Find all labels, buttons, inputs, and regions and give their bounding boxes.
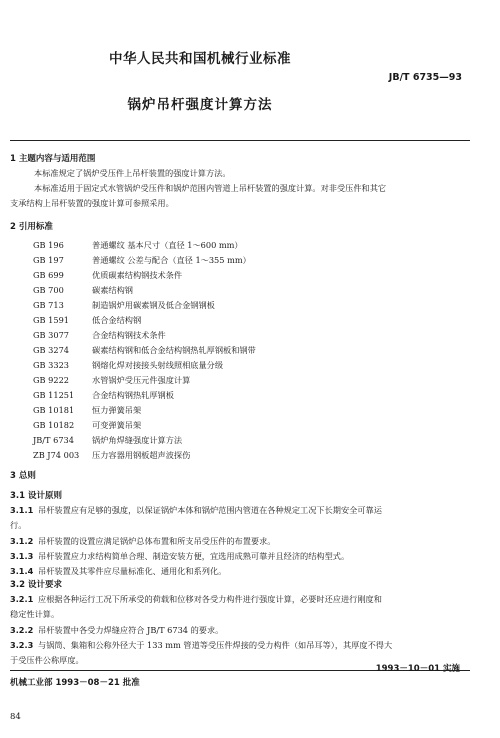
ref-title: 低合金结构钢 bbox=[92, 315, 142, 325]
standard-number: JB/T 6735—93 bbox=[388, 72, 462, 83]
ref-code: GB 196 bbox=[33, 240, 64, 250]
approval-note: 机械工业部 1993－08－21 批准 bbox=[10, 678, 140, 688]
ref-title: 优质碳素结构钢技术条件 bbox=[92, 270, 183, 280]
clause-number: 3.1.1 bbox=[10, 505, 34, 515]
clause-number: 3.1.4 bbox=[10, 566, 34, 576]
ref-title: 锅炉角焊缝强度计算方法 bbox=[92, 435, 183, 445]
clause-text: 吊杆装置应有足够的强度，以保证锅炉本体和锅炉范围内管道在各种规定工况下长期安全可靠运 bbox=[38, 505, 382, 515]
section-3-heading: 3 总则 bbox=[10, 471, 36, 481]
clause-text: 与锅筒、集箱和公称外径大于 133 mm 管道等受压件焊接的受力构件（如吊耳等），其厚度不得大 bbox=[38, 640, 393, 650]
clause-text: 吊杆装置应力求结构简单合理、制造安装方便，宜选用成熟可靠并且经济的结构型式。 bbox=[38, 551, 350, 561]
section-1-para-2-line-2: 支承结构上吊杆装置的强度计算可参照采用。 bbox=[10, 198, 174, 208]
clause-3-2-1 bbox=[10, 592, 382, 607]
ref-code: ZB J74 003 bbox=[33, 450, 80, 460]
ref-title: 水管锅炉受压元件强度计算 bbox=[92, 375, 191, 385]
ref-code: GB 9222 bbox=[33, 375, 69, 385]
ref-code: GB 699 bbox=[33, 270, 64, 280]
ref-title: 钢熔化焊对接接头射线照相底量分级 bbox=[92, 360, 224, 370]
clause-text: 吊杆装置的设置应满足锅炉总体布置和所支吊受压件的布置要求。 bbox=[38, 536, 276, 546]
issuer-title: 中华人民共和国机械行业标准 bbox=[109, 51, 291, 67]
ref-code: GB 3274 bbox=[33, 345, 69, 355]
clause-3-2-3-cont: 于受压件公称厚度。 bbox=[10, 655, 84, 665]
section-1-para-2-line-1: 本标准适用于固定式水管锅炉受压件和锅炉范围内管道上吊杆装置的强度计算。对非受压件和其它 bbox=[34, 183, 387, 193]
clause-number: 3.2.3 bbox=[10, 640, 34, 650]
clause-number: 3.1.3 bbox=[10, 551, 34, 561]
implementation-date: 1993－10－01 实施 bbox=[375, 664, 460, 674]
ref-title: 普通螺纹 基本尺寸（直径 1～600 mm） bbox=[92, 240, 243, 250]
clause-3-2-1-cont: 稳定性计算。 bbox=[10, 609, 60, 619]
ref-title: 普通螺纹 公差与配合（直径 1～355 mm） bbox=[92, 255, 251, 265]
ref-title: 可变弹簧吊架 bbox=[92, 420, 142, 430]
ref-code: GB 11251 bbox=[33, 390, 75, 400]
ref-code: GB 3077 bbox=[33, 330, 69, 340]
ref-title: 压力容器用钢板超声波探伤 bbox=[92, 450, 191, 460]
clause-text: 吊杆装置及其零件应尽量标准化、通用化和系列化。 bbox=[38, 566, 227, 576]
clause-number: 3.2.2 bbox=[10, 625, 34, 635]
clause-3-1-4 bbox=[10, 564, 226, 579]
section-3-1-heading: 3.1 设计原则 bbox=[10, 491, 63, 501]
page-number: 84 bbox=[10, 712, 21, 722]
ref-code: GB 1591 bbox=[33, 315, 69, 325]
clause-3-2-2 bbox=[10, 623, 223, 638]
ref-title: 合金结构钢热轧厚钢板 bbox=[92, 390, 174, 400]
section-1-para-1: 本标准规定了锅炉受压件上吊杆装置的强度计算方法。 bbox=[34, 168, 231, 178]
section-1-heading: 1 主题内容与适用范围 bbox=[10, 154, 96, 164]
ref-title: 合金结构钢技术条件 bbox=[92, 330, 166, 340]
header-rule bbox=[10, 140, 470, 141]
clause-3-1-1 bbox=[10, 503, 382, 518]
ref-title: 制造锅炉用碳素钢及低合金钢钢板 bbox=[92, 300, 215, 310]
ref-code: GB 713 bbox=[33, 300, 64, 310]
ref-title: 碳素结构钢和低合金结构钢热轧厚钢板和钢带 bbox=[92, 345, 256, 355]
ref-title: 恒力弹簧吊架 bbox=[92, 405, 142, 415]
clause-number: 3.2.1 bbox=[10, 594, 34, 604]
clause-3-1-3 bbox=[10, 549, 349, 564]
ref-code: GB 197 bbox=[33, 255, 64, 265]
ref-code: GB 10182 bbox=[33, 420, 75, 430]
ref-code: JB/T 6734 bbox=[33, 435, 74, 445]
ref-code: GB 10181 bbox=[33, 405, 75, 415]
ref-code: GB 700 bbox=[33, 285, 64, 295]
ref-title: 碳素结构钢 bbox=[92, 285, 133, 295]
section-2-heading: 2 引用标准 bbox=[10, 222, 53, 232]
ref-code: GB 3323 bbox=[33, 360, 69, 370]
clause-text: 吊杆装置中各受力焊缝应符合 JB/T 6734 的要求。 bbox=[38, 625, 224, 635]
clause-3-1-2 bbox=[10, 534, 275, 549]
clause-3-1-1-cont: 行。 bbox=[10, 520, 27, 530]
clause-text: 应根据各种运行工况下所承受的荷载和位移对各受力构件进行强度计算，必要时还应进行刚度和 bbox=[38, 594, 382, 604]
document-title: 锅炉吊杆强度计算方法 bbox=[127, 97, 273, 113]
clause-number: 3.1.2 bbox=[10, 536, 34, 546]
section-3-2-heading: 3.2 设计要求 bbox=[10, 580, 63, 590]
clause-3-2-3 bbox=[10, 638, 392, 653]
